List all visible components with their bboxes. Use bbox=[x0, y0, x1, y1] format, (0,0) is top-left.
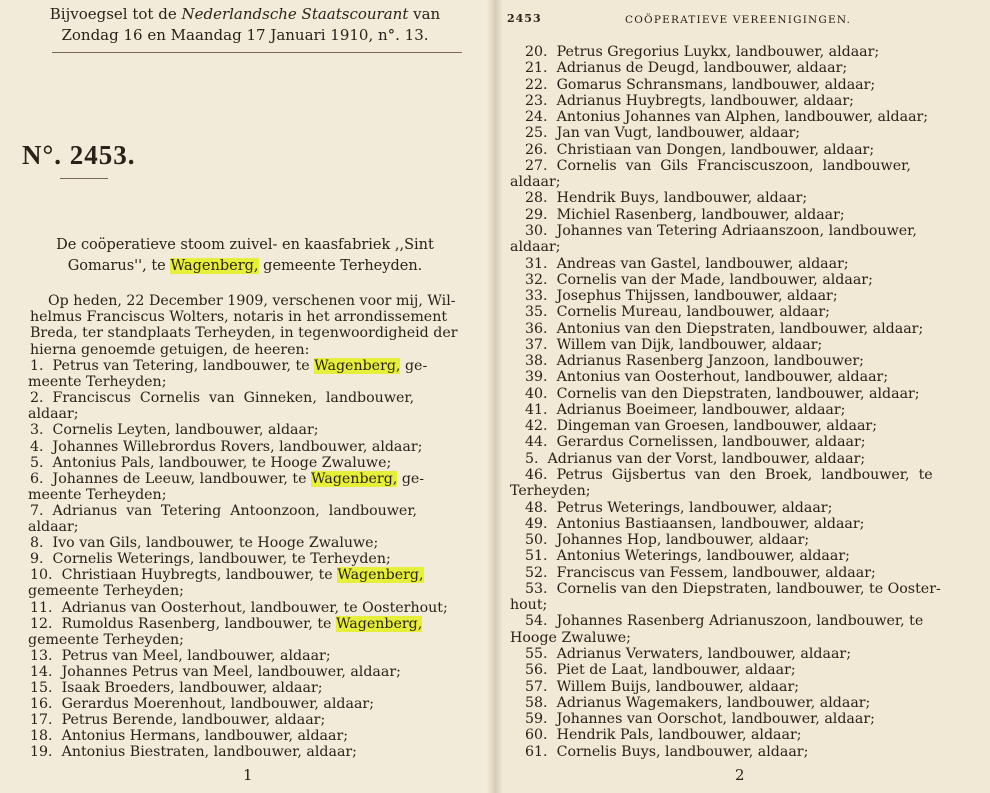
notice-number: N°. 2453. bbox=[22, 140, 136, 170]
member-entry: 41. Adrianus Boeimeer, landbouwer, aldaar; bbox=[525, 401, 846, 418]
member-text: 19. Antonius Biestraten, landbouwer, aldaar; bbox=[30, 744, 357, 761]
page-number: 2 bbox=[735, 766, 745, 784]
member-text: 10. Christiaan Huybregts, landbouwer, te bbox=[30, 567, 338, 584]
page-number: 1 bbox=[243, 766, 253, 784]
member-entry: 40. Cornelis van den Diepstraten, landbouwer, aldaar; bbox=[525, 385, 920, 402]
member-entry bbox=[30, 390, 414, 406]
member-entry: 27. Cornelis van Gils Franciscuszoon, landbouwer, bbox=[525, 157, 911, 174]
member-text: 7. Adrianus van Tetering Antoonzoon, landbouwer, bbox=[30, 502, 418, 519]
member-text: meente Terheyden; bbox=[28, 486, 167, 503]
member-entry: 53. Cornelis van den Diepstraten, landbouwer, te Ooster- bbox=[525, 580, 941, 597]
deed-introduction bbox=[30, 293, 482, 358]
member-entry: 32. Cornelis van der Made, landbouwer, aldaar; bbox=[525, 271, 873, 288]
member-text: meente Terheyden; bbox=[28, 374, 167, 391]
member-entry bbox=[30, 358, 427, 374]
highlight-wagenberg: Wagenberg, bbox=[335, 615, 423, 632]
running-head-title: COÖPERATIEVE VEREENIGINGEN. bbox=[625, 14, 852, 26]
member-text: 12. Rumoldus Rasenberg, landbouwer, te bbox=[30, 615, 336, 632]
member-entry: 21. Adrianus de Deugd, landbouwer, aldaar; bbox=[525, 60, 848, 77]
title-line-2a: Gomarus'', te bbox=[67, 258, 166, 274]
member-entry: 28. Hendrik Buys, landbouwer, aldaar; bbox=[525, 190, 808, 207]
member-text: 13. Petrus van Meel, landbouwer, aldaar; bbox=[30, 647, 331, 664]
member-entry: 50. Johannes Hop, landbouwer, aldaar; bbox=[525, 532, 810, 549]
member-entry: 37. Willem van Dijk, landbouwer, aldaar; bbox=[525, 336, 823, 353]
member-entry: 36. Antonius van den Diepstraten, landbouwer, aldaar; bbox=[525, 320, 924, 337]
highlight-wagenberg: Wagenberg, bbox=[314, 358, 401, 374]
member-entry: 61. Cornelis Buys, landbouwer, aldaar; bbox=[525, 743, 809, 760]
member-entry: 39. Antonius van Oosterhout, landbouwer, aldaar; bbox=[525, 369, 889, 386]
supplement-header bbox=[20, 4, 470, 46]
intro-line: hierna genoemde getuigen, de heeren: bbox=[30, 341, 310, 358]
member-text: 8. Ivo van Gils, landbouwer, te Hooge Zwaluwe; bbox=[30, 535, 379, 552]
member-entry: 42. Dingeman van Groesen, landbouwer, aldaar; bbox=[525, 418, 877, 435]
member-entry bbox=[30, 439, 422, 455]
member-text: 6. Johannes de Leeuw, landbouwer, te bbox=[30, 470, 312, 487]
member-entry: 60. Hendrik Pals, landbouwer, aldaar; bbox=[525, 727, 802, 744]
member-entry: 22. Gomarus Schransmans, landbouwer, aldaar; bbox=[525, 76, 876, 93]
member-entry bbox=[30, 664, 401, 680]
title-line-2b: gemeente Terheyden. bbox=[263, 258, 423, 274]
header-text-c: van bbox=[413, 5, 441, 23]
member-entry bbox=[30, 600, 448, 616]
member-entry bbox=[30, 567, 424, 583]
member-entry: 44. Gerardus Cornelissen, landbouwer, aldaar; bbox=[525, 434, 866, 451]
running-head-number: 2453 bbox=[507, 12, 542, 25]
member-text: 18. Antonius Hermans, landbouwer, aldaar; bbox=[30, 728, 349, 745]
member-text: ge- bbox=[400, 358, 428, 374]
number-rule bbox=[60, 178, 108, 179]
member-entry bbox=[30, 680, 323, 696]
page-gutter bbox=[487, 0, 503, 793]
member-entry bbox=[30, 551, 391, 567]
member-text: 2. Franciscus Cornelis van Ginneken, landbouwer, bbox=[30, 390, 415, 407]
member-entry: 30. Johannes van Tetering Adriaanszoon, landbouwer, bbox=[525, 222, 917, 239]
member-text: aldaar; bbox=[28, 406, 79, 423]
member-entry: Terheyden; bbox=[510, 483, 591, 500]
header-date: Zondag 16 en Maandag 17 Januari 1910, n°. 13. bbox=[61, 26, 429, 44]
member-text: 3. Cornelis Leyten, landbouwer, aldaar; bbox=[30, 422, 319, 439]
member-entry bbox=[28, 374, 166, 390]
member-text: 14. Johannes Petrus van Meel, landbouwer, aldaar; bbox=[30, 663, 401, 680]
header-text-a: Bijvoegsel tot de bbox=[49, 5, 177, 23]
highlight-wagenberg: Wagenberg, bbox=[170, 258, 259, 274]
member-entry bbox=[30, 728, 348, 744]
member-entry bbox=[28, 583, 184, 599]
member-text: 9. Cornelis Weterings, landbouwer, te Terheyden; bbox=[30, 551, 391, 568]
member-text: 17. Petrus Berende, landbouwer, aldaar; bbox=[30, 712, 326, 729]
member-entry: 20. Petrus Gregorius Luykx, landbouwer, aldaar; bbox=[525, 44, 880, 60]
header-newspaper-title: Nederlandsche Staatscourant bbox=[181, 5, 409, 23]
member-entry: aldaar; bbox=[510, 239, 561, 256]
member-entry: 33. Josephus Thijssen, landbouwer, aldaar; bbox=[525, 288, 838, 305]
member-entry: 31. Andreas van Gastel, landbouwer, aldaar; bbox=[525, 255, 849, 272]
member-entry: 54. Johannes Rasenberg Adrianuszoon, landbouwer, te bbox=[525, 613, 924, 630]
member-entry bbox=[28, 406, 79, 422]
member-text: gemeente Terheyden; bbox=[28, 583, 184, 600]
member-entry bbox=[30, 744, 357, 760]
member-entry: 24. Antonius Johannes van Alphen, landbouwer, aldaar; bbox=[525, 109, 929, 126]
member-entry bbox=[30, 712, 325, 728]
member-entry: 57. Willem Buijs, landbouwer, aldaar; bbox=[525, 678, 800, 695]
member-entry: aldaar; bbox=[510, 174, 561, 191]
member-entry: 26. Christiaan van Dongen, landbouwer, aldaar; bbox=[525, 141, 875, 158]
member-text: 4. Johannes Willebrordus Rovers, landbouwer, aldaar; bbox=[30, 438, 423, 455]
member-entry bbox=[30, 422, 319, 438]
highlight-wagenberg: Wagenberg, bbox=[311, 470, 398, 487]
member-entry bbox=[30, 535, 378, 551]
member-entry: 49. Antonius Bastiaansen, landbouwer, aldaar; bbox=[525, 515, 865, 532]
member-text: 15. Isaak Broeders, landbouwer, aldaar; bbox=[30, 680, 323, 696]
member-entry: hout; bbox=[510, 597, 548, 614]
member-entry bbox=[30, 503, 417, 519]
member-entry: 51. Antonius Weterings, landbouwer, aldaar; bbox=[525, 548, 850, 565]
member-entry bbox=[30, 616, 422, 632]
member-entry: 38. Adrianus Rasenberg Janzoon, landbouwer; bbox=[525, 353, 864, 370]
intro-line: Breda, ter standplaats Terheyden, in tegenwoordigheid der bbox=[30, 325, 458, 342]
member-entry: 48. Petrus Weterings, landbouwer, aldaar; bbox=[525, 499, 833, 516]
member-text: 16. Gerardus Moerenhout, landbouwer, aldaar; bbox=[30, 696, 374, 713]
member-text: ge- bbox=[397, 470, 425, 487]
member-entry bbox=[28, 519, 79, 535]
intro-line: Op heden, 22 December 1909, verschenen voor mij, Wil- bbox=[48, 293, 456, 309]
cooperative-title bbox=[40, 235, 450, 277]
member-entry: 56. Piet de Laat, landbouwer, aldaar; bbox=[525, 662, 796, 679]
member-entry: 25. Jan van Vugt, landbouwer, aldaar; bbox=[525, 125, 801, 142]
member-text: aldaar; bbox=[28, 519, 79, 535]
member-text: 5. Antonius Pals, landbouwer, te Hooge Zwaluwe; bbox=[30, 454, 392, 471]
member-text: gemeente Terheyden; bbox=[28, 631, 184, 648]
member-entry bbox=[30, 696, 374, 712]
member-entry: 23. Adrianus Huybregts, landbouwer, aldaar; bbox=[525, 92, 854, 109]
member-entry bbox=[30, 648, 331, 664]
header-rule bbox=[52, 52, 462, 53]
member-entry bbox=[28, 632, 184, 648]
member-text: 11. Adrianus van Oosterhout, landbouwer, te Oosterhout; bbox=[30, 599, 448, 616]
member-entry: 52. Franciscus van Fessem, landbouwer, aldaar; bbox=[525, 564, 876, 581]
member-entry: 46. Petrus Gijsbertus van den Broek, landbouwer, te bbox=[525, 467, 933, 484]
member-entry: 58. Adrianus Wagemakers, landbouwer, aldaar; bbox=[525, 694, 871, 711]
member-text: 1. Petrus van Tetering, landbouwer, te bbox=[30, 358, 315, 374]
member-entry: 5. Adrianus van der Vorst, landbouwer, aldaar; bbox=[525, 450, 866, 467]
title-line-1: De coöperatieve stoom zuivel- en kaasfabriek ,,Sint bbox=[56, 237, 434, 253]
member-entry bbox=[28, 487, 166, 503]
member-entry: 35. Cornelis Mureau, landbouwer, aldaar; bbox=[525, 304, 830, 321]
member-entry bbox=[30, 471, 424, 487]
intro-line: helmus Franciscus Wolters, notaris in het arrondissement bbox=[30, 309, 448, 326]
right-page bbox=[495, 0, 990, 793]
member-entry: 29. Michiel Rasenberg, landbouwer, aldaar; bbox=[525, 206, 845, 223]
member-entry: Hooge Zwaluwe; bbox=[510, 629, 631, 646]
member-entry bbox=[30, 455, 391, 471]
member-entry: 59. Johannes van Oorschot, landbouwer, aldaar; bbox=[525, 711, 875, 728]
member-entry: 55. Adrianus Verwaters, landbouwer, aldaar; bbox=[525, 645, 851, 662]
highlight-wagenberg: Wagenberg, bbox=[337, 567, 424, 584]
